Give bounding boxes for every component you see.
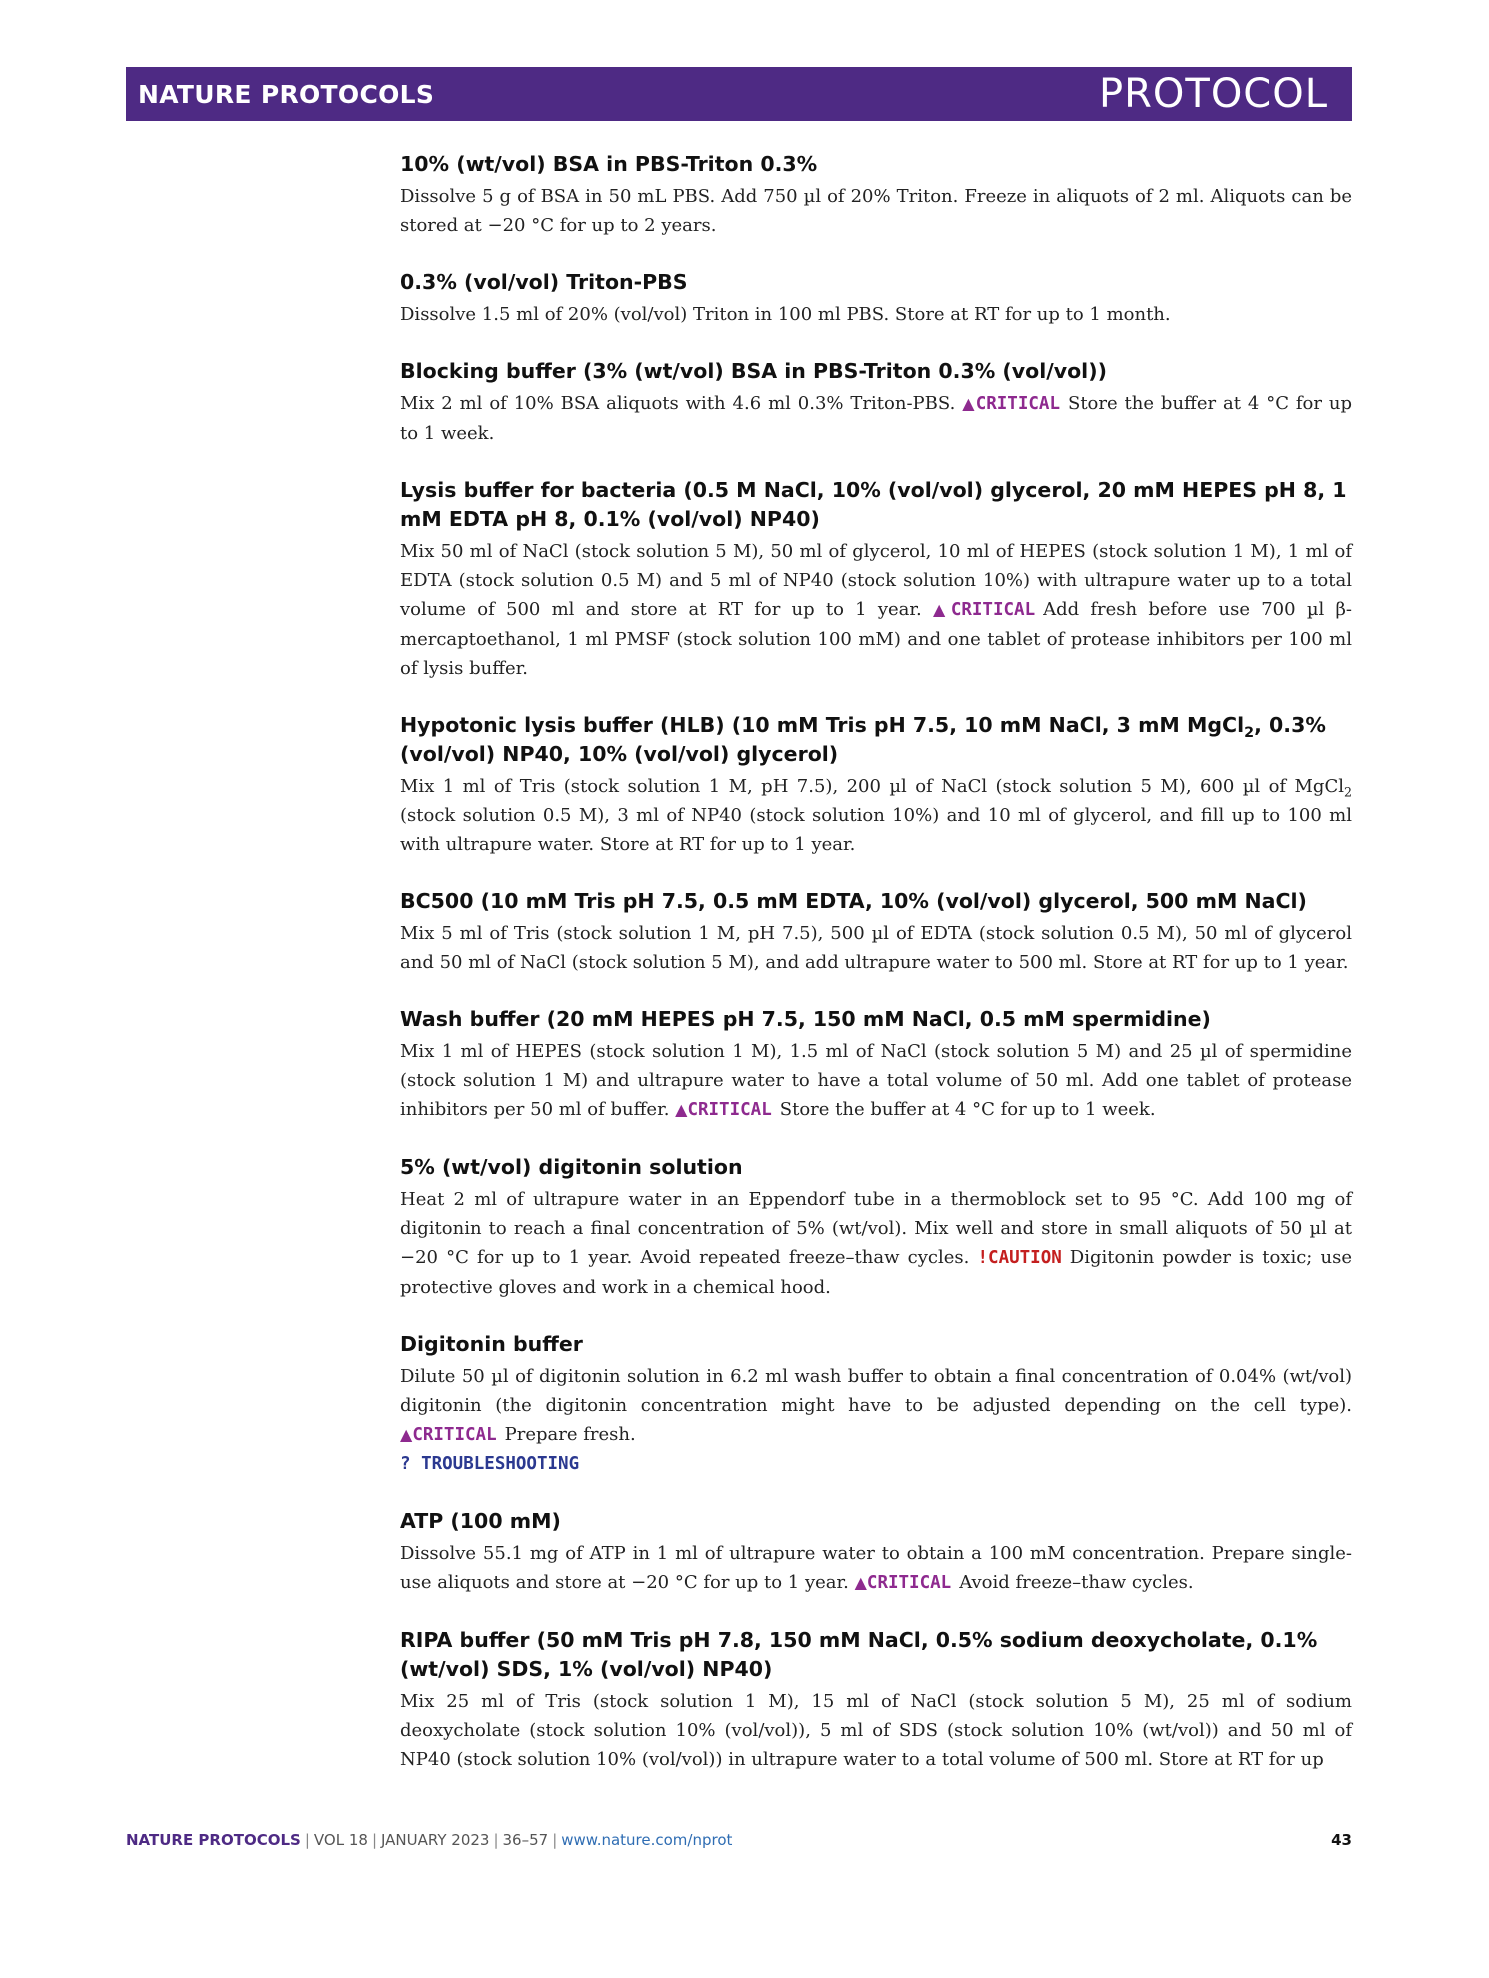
- page-header: [126, 67, 1352, 121]
- text-part: (stock solution 0.5 M), 3 ml of NP40 (stock solution 10%) and 10 ml of glycerol, and fill up to 100 ml with ultrapure water. Store at RT for up to 1 year.: [400, 805, 1352, 855]
- section-title: Digitonin buffer: [400, 1332, 583, 1356]
- section-atp: [400, 1507, 1352, 1598]
- section-text: [400, 1037, 1352, 1125]
- subscript: 2: [1343, 784, 1352, 800]
- footer-url-link[interactable]: www.nature.com/nprot: [561, 1831, 733, 1849]
- section-text: Mix 5 ml of Tris (stock solution 1 M, pH 7.5), 500 µl of EDTA (stock solution 0.5 M), 50 ml of glycerol and 50 ml of NaCl (stock solution 5 M), and add ultrapure water to 500 ml. Store at RT for up to 1 year.: [400, 923, 1352, 973]
- critical-marker: [933, 600, 1035, 620]
- section-digitonin-solution: [400, 1153, 1352, 1302]
- troubleshooting-label: TROUBLESHOOTING: [421, 1454, 580, 1474]
- section-title: RIPA buffer (50 mM Tris pH 7.8, 150 mM NaCl, 0.5% sodium deoxycholate, 0.1% (wt/vol) SDS, 1% (vol/vol) NP40): [400, 1628, 1318, 1681]
- critical-label: CRITICAL: [687, 1100, 772, 1120]
- section-title: Lysis buffer for bacteria (0.5 M NaCl, 10% (vol/vol) glycerol, 20 mM HEPES pH 8, 1 mM EDTA pH 8, 0.1% (vol/vol) NP40): [400, 478, 1347, 531]
- text-part: Store the buffer at 4 °C for up to 1 week.: [400, 393, 1352, 444]
- text-part: Prepare fresh.: [504, 1424, 636, 1445]
- section-lysis-buffer-bacteria: [400, 476, 1352, 683]
- critical-marker: [855, 1573, 952, 1593]
- text-part: Avoid freeze–thaw cycles.: [959, 1572, 1194, 1593]
- footer-volume: VOL 18: [313, 1831, 368, 1849]
- text-part: Mix 50 ml of NaCl (stock solution 5 M), 50 ml of glycerol, 10 ml of HEPES (stock solution 1 M), 1 ml of EDTA (stock solution 0.5 M) and 5 ml of NP40 (stock solution 10%) with ultrapure water up to a total volume of 500 ml and store at RT for up to 1 year.: [400, 541, 1352, 620]
- section-title: 10% (wt/vol) BSA in PBS-Triton 0.3%: [400, 152, 818, 176]
- section-ripa-buffer: [400, 1626, 1352, 1774]
- section-title: Wash buffer (20 mM HEPES pH 7.5, 150 mM NaCl, 0.5 mM spermidine): [400, 1007, 1211, 1031]
- critical-label: CRITICAL: [950, 600, 1036, 620]
- section-title: BC500 (10 mM Tris pH 7.5, 0.5 mM EDTA, 10% (vol/vol) glycerol, 500 mM NaCl): [400, 889, 1307, 913]
- section-hypotonic-lysis-buffer: [400, 711, 1352, 859]
- section-wash-buffer: [400, 1005, 1352, 1125]
- journal-name: NATURE PROTOCOLS: [138, 80, 435, 109]
- section-digitonin-buffer: [400, 1330, 1352, 1479]
- troubleshooting-link[interactable]: [400, 1450, 1352, 1479]
- section-bsa-pbs-triton: [400, 150, 1352, 240]
- footer-date: JANUARY 2023: [381, 1831, 490, 1849]
- section-text: [400, 537, 1352, 683]
- triangle-up-icon: ▲: [675, 1100, 688, 1119]
- article-type: PROTOCOL: [1098, 71, 1328, 117]
- section-title: Blocking buffer (3% (wt/vol) BSA in PBS-Triton 0.3% (vol/vol)): [400, 359, 1107, 383]
- critical-label: CRITICAL: [975, 394, 1060, 414]
- section-text: [400, 1539, 1352, 1598]
- page-number: 43: [1331, 1831, 1352, 1849]
- question-icon: ?: [400, 1454, 422, 1474]
- triangle-up-icon: ▲: [933, 600, 951, 619]
- critical-marker: [675, 1100, 772, 1120]
- section-text: Dissolve 1.5 ml of 20% (vol/vol) Triton in 100 ml PBS. Store at RT for up to 1 month.: [400, 304, 1171, 325]
- separator: |: [552, 1831, 558, 1849]
- caution-label: CAUTION: [988, 1248, 1062, 1268]
- separator: |: [371, 1831, 377, 1849]
- section-text: [400, 1185, 1352, 1302]
- triangle-up-icon: ▲: [854, 1573, 867, 1592]
- section-bc500: [400, 887, 1352, 977]
- triangle-up-icon: ▲: [400, 1425, 413, 1444]
- page-footer: [126, 1831, 1352, 1849]
- section-text: [400, 389, 1352, 448]
- text-part: Digitonin powder is toxic; use protective gloves and work in a chemical hood.: [400, 1247, 1352, 1298]
- section-text: [400, 772, 1352, 859]
- exclamation-icon: !: [977, 1248, 989, 1268]
- main-content: [400, 150, 1352, 1802]
- separator: |: [493, 1831, 499, 1849]
- text-part: Add fresh before use 700 µl β-mercaptoethanol, 1 ml PMSF (stock solution 100 mM) and one tablet of protease inhibitors per 100 ml of lysis buffer.: [400, 599, 1352, 679]
- text-part: Dilute 50 µl of digitonin solution in 6.2 ml wash buffer to obtain a final concentration of 0.04% (wt/vol) digitonin (the digitonin concentration might have to be adjusted depending on the cell type).: [400, 1366, 1352, 1416]
- section-triton-pbs: [400, 268, 1352, 329]
- text-part: Store the buffer at 4 °C for up to 1 week.: [779, 1099, 1156, 1120]
- text-part: Mix 1 ml of HEPES (stock solution 1 M), 1.5 ml of NaCl (stock solution 5 M) and 25 µl of spermidine (stock solution 1 M) and ultrapure water to have a total volume of 50 ml. Add one tablet of protease inhibitors per 50 ml of buffer.: [400, 1041, 1352, 1120]
- subscript: 2: [1244, 725, 1255, 742]
- title-part: Hypotonic lysis buffer (HLB) (10 mM Tris pH 7.5, 10 mM NaCl, 3 mM MgCl: [400, 713, 1245, 737]
- text-part: Heat 2 ml of ultrapure water in an Eppendorf tube in a thermoblock set to 95 °C. Add 100 mg of digitonin to reach a final concentration of 5% (wt/vol). Mix well and store in small aliquots of 50 µl at −20 °C for up to 1 year. Avoid repeated freeze–thaw cycles.: [400, 1189, 1352, 1268]
- critical-label: CRITICAL: [412, 1425, 497, 1445]
- text-part: Dissolve 55.1 mg of ATP in 1 ml of ultrapure water to obtain a 100 mM concentration. Prepare single-use aliquots and store at −20 °C for up to 1 year.: [400, 1543, 1352, 1593]
- critical-marker: [400, 1425, 497, 1445]
- title-part: , 0.3% (vol/vol) NP40, 10% (vol/vol) glycerol): [400, 713, 1326, 766]
- footer-journal: NATURE PROTOCOLS: [126, 1831, 301, 1849]
- text-part: Mix 1 ml of Tris (stock solution 1 M, pH 7.5), 200 µl of NaCl (stock solution 5 M), 600 µl of MgCl: [400, 776, 1344, 797]
- section-text: [400, 1362, 1352, 1479]
- critical-marker: [962, 394, 1060, 414]
- critical-label: CRITICAL: [866, 1573, 952, 1593]
- triangle-up-icon: ▲: [962, 394, 976, 413]
- section-title: 5% (wt/vol) digitonin solution: [400, 1155, 743, 1179]
- section-text: Dissolve 5 g of BSA in 50 mL PBS. Add 750 µl of 20% Triton. Freeze in aliquots of 2 ml. Aliquots can be stored at −20 °C for up to 2 years.: [400, 186, 1352, 236]
- section-title: ATP (100 mM): [400, 1509, 561, 1533]
- section-blocking-buffer: [400, 357, 1352, 448]
- footer-pages: 36–57: [502, 1831, 549, 1849]
- text-part: Mix 2 ml of 10% BSA aliquots with 4.6 ml 0.3% Triton-PBS.: [400, 393, 963, 414]
- caution-marker: [977, 1248, 1061, 1268]
- section-title: 0.3% (vol/vol) Triton-PBS: [400, 270, 688, 294]
- section-title: [400, 711, 1352, 769]
- section-text: Mix 25 ml of Tris (stock solution 1 M), 15 ml of NaCl (stock solution 5 M), 25 ml of sodium deoxycholate (stock solution 10% (vol/vol)), 5 ml of SDS (stock solution 10% (wt/vol)) and 50 ml of NP40 (stock solution 10% (vol/vol)) in ultrapure water to a total volume of 500 ml. Store at RT for up: [400, 1691, 1352, 1770]
- separator: |: [304, 1831, 310, 1849]
